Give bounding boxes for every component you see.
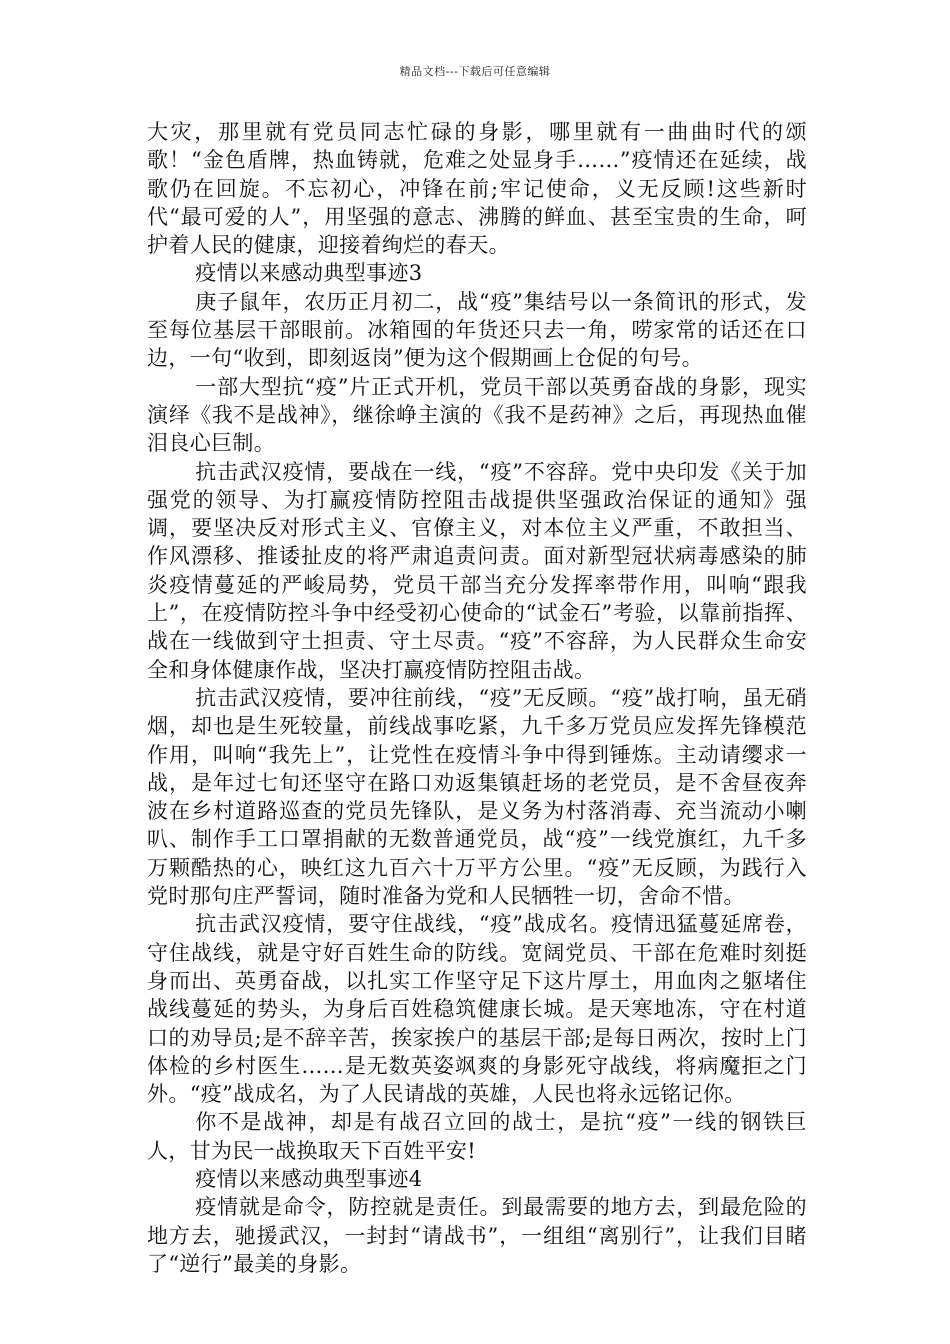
section-heading-3: 疫情以来感动典型事迹3 [195, 261, 423, 286]
paragraph-frontline: 抗击武汉疫情，要战在一线，“疫”不容辞。党中央印发《关于加强党的领导、为打赢疫情防控阻击战提供坚强政治保证的通知》强调，要坚决反对形式主义、官僚主义，对本位主义严重，不敢担当、作风漂移、推诿扯皮的将严肃追责问责。面对新型冠状病毒感染的肺炎疫情蔓延的严峻局势，党员干部当充分发挥率带作用，叫响“跟我上”，在疫情防控斗争中经受初心使命的“试金石”考验，以靠前指挥、战在一线做到守土担责、守土尽责。“疫”不容辞，为人民群众生命安全和身体健康作战，坚决打赢疫情防控阻击战。 [147, 459, 807, 682]
paragraph-film-metaphor: 一部大型抗“疫”片正式开机，党员干部以英勇奋战的身影，现实演绎《我不是战神》，继徐峥主演的《我不是药神》之后，再现热血催泪良心巨制。 [147, 374, 807, 456]
paragraph-hold-line: 抗击武汉疫情，要守住战线，“疫”战成名。疫情迅猛蔓延席卷，守住战线，就是守好百姓生命的防线。宽阔党员、干部在危难时刻挺身而出、英勇奋战，以扎实工作坚守足下这片厚土，用血肉之躯堵住战线蔓延的势头，为身后百姓稳筑健康长城。是天寒地冻，守在村道口的劝导员;是不辞辛苦，挨家挨户的基层干部;是每日两次，按时上门体检的乡村医生……是无数英姿飒爽的身影死守战线，将病魔拒之门外。“疫”战成名，为了人民请战的英雄，人民也将永远铭记你。 [147, 912, 807, 1107]
paragraph-front-charge: 抗击武汉疫情，要冲往前线，“疫”无反顾。“疫”战打响，虽无硝烟，却也是生死较量，前线战事吃紧，九千多万党员应发挥先锋模范作用，叫响“我先上”，让党性在疫情斗争中得到锤炼。主动请缨求一战，是年过七旬还坚守在路口劝返集镇赶场的老党员，是不舍昼夜奔波在乡村道路巡查的党员先锋队，是义务为村落消毒、充当流动小喇叭、制作手工口罩捐献的无数普通党员，战“疫”一线党旗红，九千多万颗酷热的心，映红这九百六十万平方公里。“疫”无反顾，为践行入党时那句庄严誓词，随时准备为党和人民牺牲一切，舍命不惜。 [147, 685, 807, 909]
section-heading-4: 疫情以来感动典型事迹4 [195, 1166, 423, 1191]
page-header: 精品文档---下载后可任意编辑 [399, 65, 551, 78]
paragraph-warrior: 你不是战神，却是有战召立回的战士，是抗“疫”一线的钢铁巨人，甘为民一战换取天下百姓平安! [147, 1110, 807, 1163]
document-body [147, 118, 807, 1278]
paragraph-intro: 大灾，那里就有党员同志忙碌的身影，哪里就有一曲曲时代的颂歌！“金色盾牌，热血铸就，危难之处显身手……”疫情还在延续，战歌仍在回旋。不忘初心，冲锋在前;牢记使命，义无反顾!这些新时代“最可爱的人”，用坚强的意志、沸腾的鲜血、甚至宝贵的生命，呵护着人民的健康，迎接着绚烂的春天。 [147, 120, 807, 258]
paragraph-command: 疫情就是命令，防控就是责任。到最需要的地方去，到最危险的地方去，驰援武汉，一封封“请战书”，一组组“离别行”，让我们目睹了“逆行”最美的身影。 [147, 1195, 807, 1276]
paragraph-rat-year: 庚子鼠年，农历正月初二，战“疫”集结号以一条简讯的形式，发至每位基层干部眼前。冰箱囤的年货还只去一角，唠家常的话还在口边，一句“收到，即刻返岗”便为这个假期画上仓促的句号。 [147, 289, 807, 371]
